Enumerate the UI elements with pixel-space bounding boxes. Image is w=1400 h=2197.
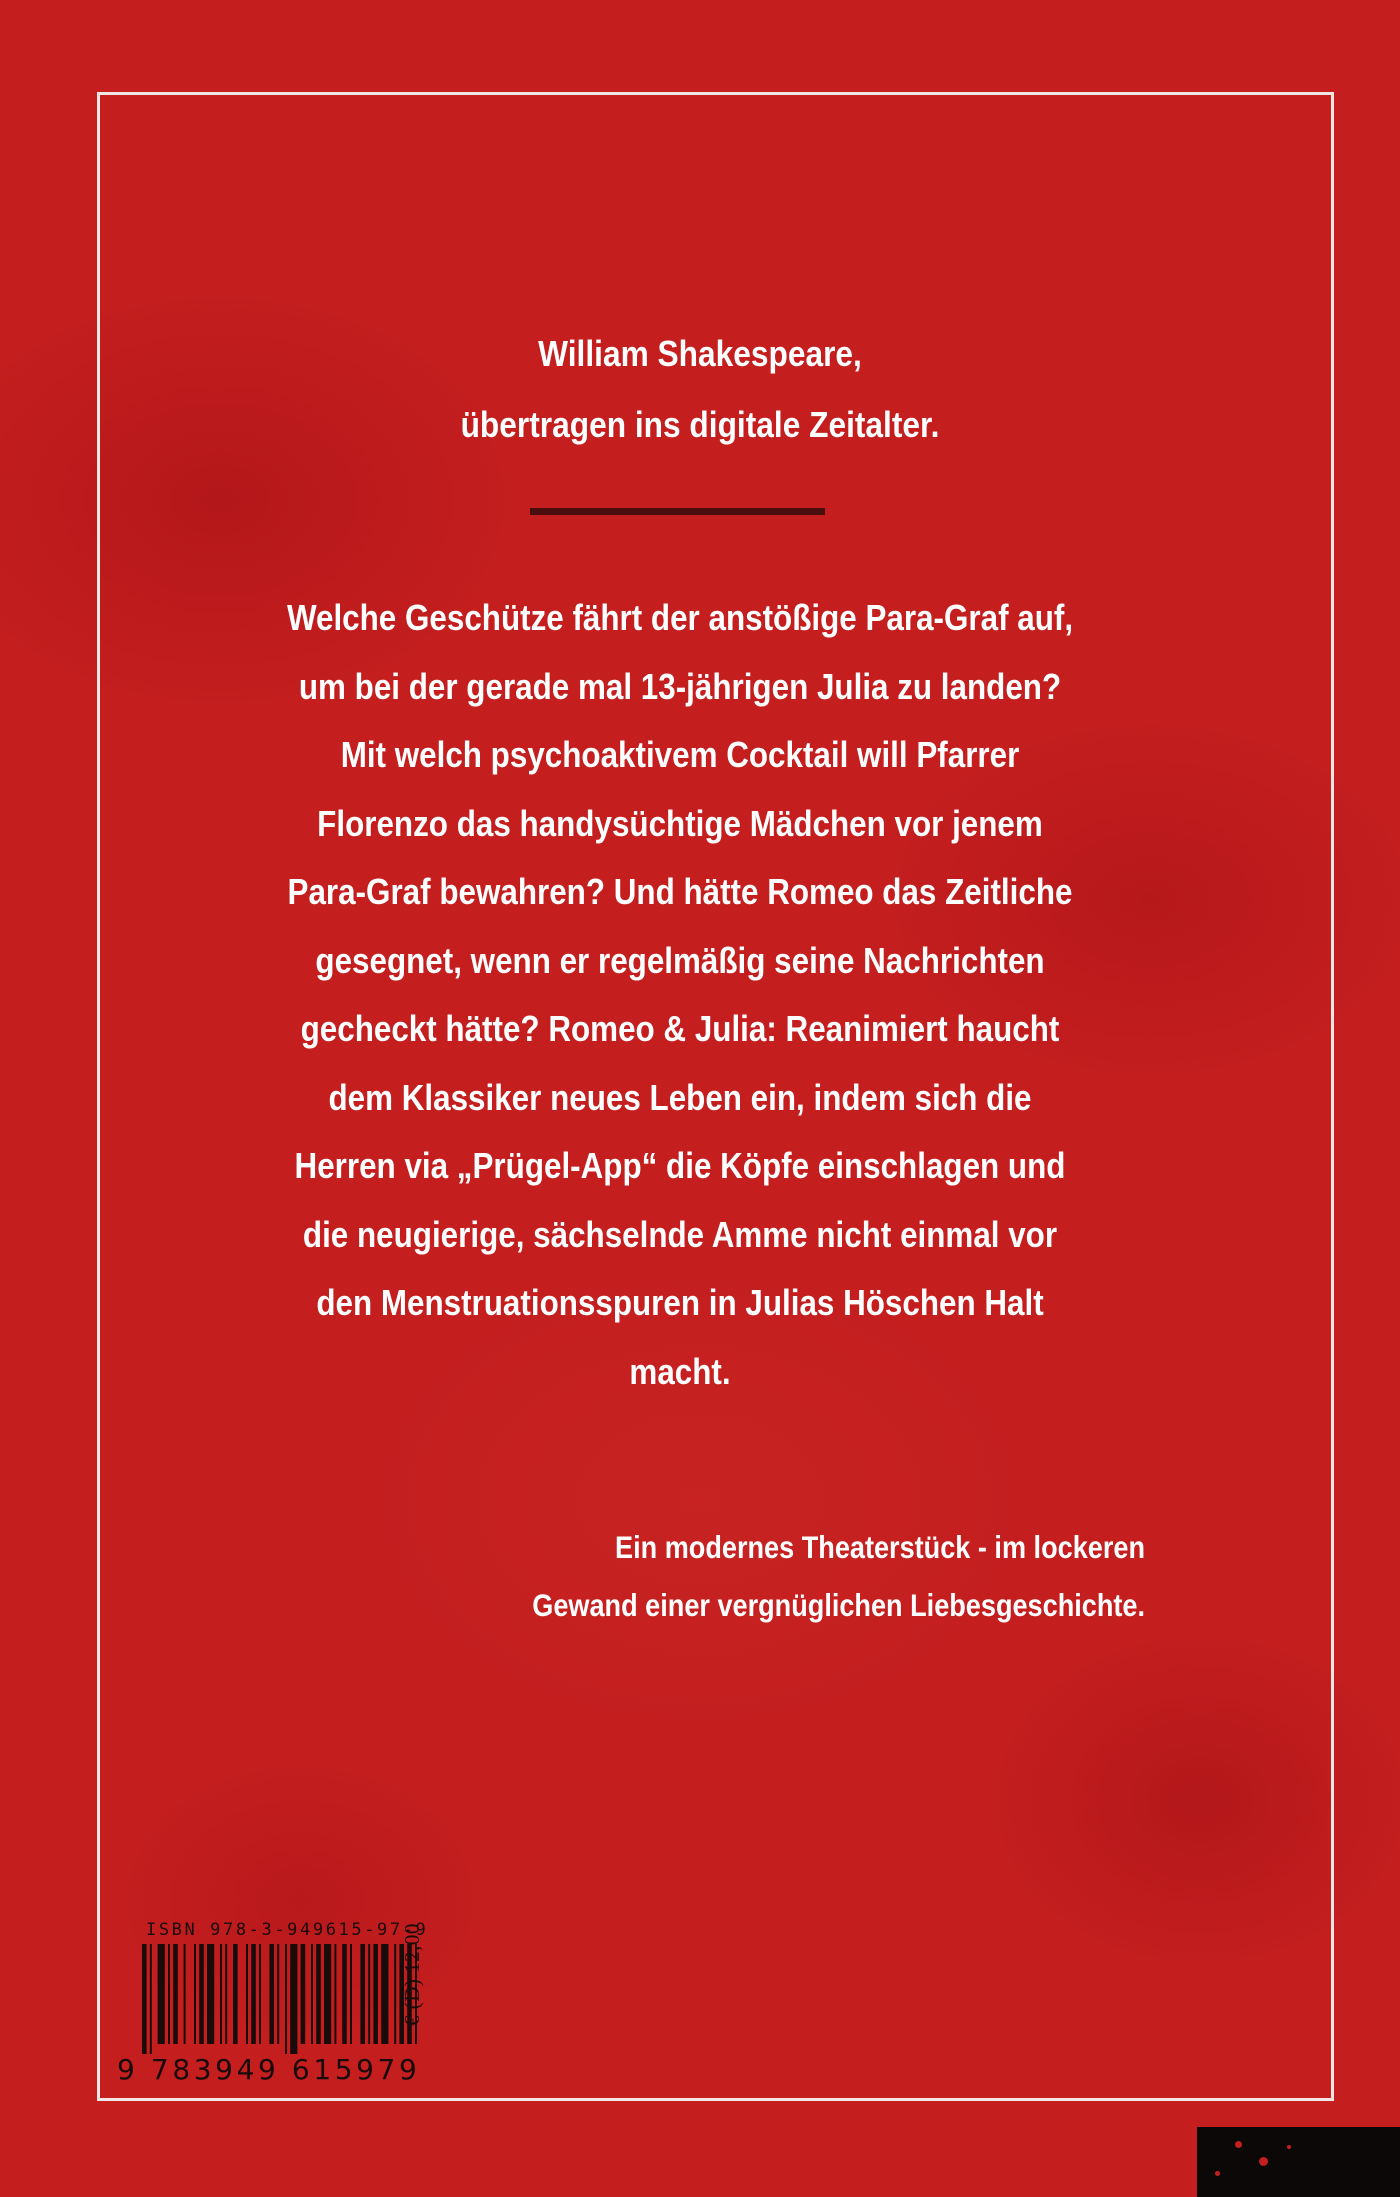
barcode-bar (251, 1944, 256, 2044)
barcode-bar (220, 1944, 222, 2044)
blurb-line: Welche Geschütze fährt der anstößige Para-Graf auf, (286, 597, 1074, 638)
blurb-paragraph (267, 584, 1093, 1406)
isbn-label: ISBN 978-3-949615-97-9 (146, 1920, 429, 1940)
blurb-line: gecheckt hätte? Romeo & Julia: Reanimiert haucht (300, 1008, 1060, 1049)
barcode-bar (168, 1944, 170, 2044)
blurb-line: macht. (629, 1350, 731, 1392)
barcode-bar (225, 1944, 227, 2044)
blurb-line: um bei der gerade mal 13-jährigen Julia zu landen? (298, 665, 1062, 707)
barcode-bar (184, 1944, 186, 2044)
barcode-bar (194, 1944, 196, 2044)
barcode-bar (158, 1944, 165, 2044)
barcode-bar (301, 1944, 306, 2044)
blurb-line: Mit welch psychoaktivem Cocktail will Pfarrer (340, 734, 1020, 775)
barcode-bar (394, 1944, 396, 2044)
barcode-bar (207, 1944, 214, 2044)
barcode-bar (259, 1944, 261, 2044)
barcode-bar (199, 1944, 204, 2044)
barcode-bar (311, 1944, 313, 2044)
blurb-line: die neugierige, sächselnde Amme nicht einmal vor (302, 1213, 1058, 1255)
corner-ink-blot (1197, 2127, 1400, 2197)
intro-text (84, 318, 1316, 460)
tagline-line: Ein modernes Theaterstück - im lockeren (615, 1529, 1145, 1565)
barcode-bar (373, 1944, 378, 2044)
blurb-line: den Menstruationsspuren in Julias Höschen Halt (316, 1282, 1044, 1323)
barcode-bar (350, 1944, 352, 2044)
barcode-bar (368, 1944, 370, 2044)
barcode-bar (342, 1944, 347, 2044)
barcode-bar (324, 1944, 331, 2044)
barcode-bar (142, 1944, 147, 2054)
barcode-digits: 9 783949 615979 (117, 2053, 421, 2086)
barcode-bar (233, 1944, 238, 2044)
intro-line-subtitle: übertragen ins digitale Zeitalter. (460, 404, 940, 445)
blurb-line: Herren via „Prügel-App“ die Köpfe einschlagen und (294, 1145, 1066, 1186)
blurb-line: Florenzo das handysüchtige Mädchen vor jenem (317, 802, 1043, 844)
blurb-line: dem Klassiker neues Leben ein, indem sich die (328, 1076, 1032, 1118)
barcode-bar (290, 1944, 297, 2054)
tagline-line: Gewand einer vergnüglichen Liebesgeschichte. (532, 1587, 1145, 1623)
tagline-text (418, 1518, 1145, 1634)
price-label: € (D) 12,00 (400, 1923, 424, 2026)
barcode-bar (246, 1944, 248, 2044)
barcode-bars (142, 1944, 422, 2054)
barcode-bar (285, 1944, 287, 2054)
barcode-bar (360, 1944, 365, 2044)
barcode-bar (334, 1944, 336, 2044)
barcode-bar (277, 1944, 279, 2044)
barcode-bar (269, 1944, 274, 2044)
barcode-bar (150, 1944, 152, 2054)
blurb-line: gesegnet, wenn er regelmäßig seine Nachrichten (315, 939, 1045, 981)
barcode-bar (381, 1944, 388, 2044)
blurb-line: Para-Graf bewahren? Und hätte Romeo das Zeitliche (287, 871, 1073, 912)
barcode-bar (316, 1944, 321, 2044)
intro-line-author: William Shakespeare, (538, 333, 862, 374)
divider-rule (530, 508, 825, 515)
barcode-bar (173, 1944, 178, 2044)
